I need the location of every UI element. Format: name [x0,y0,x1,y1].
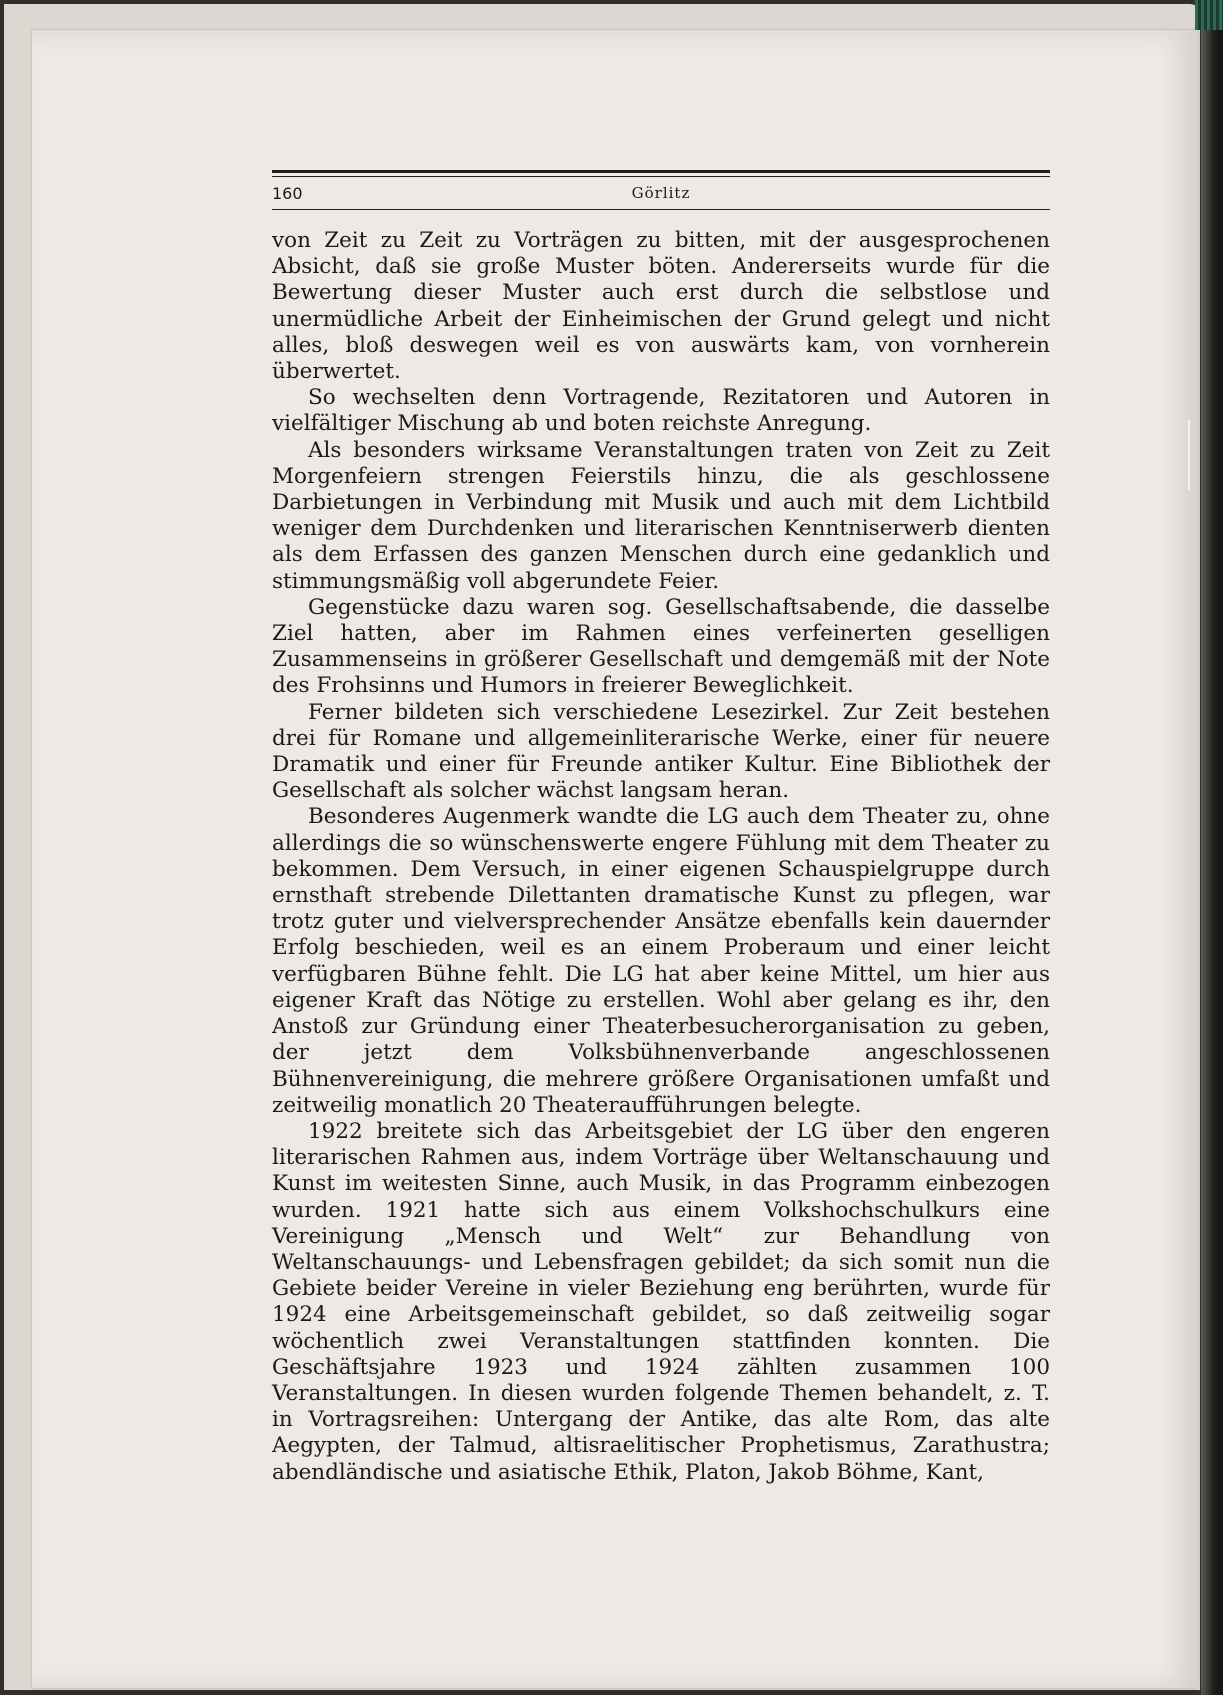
header-rule-thin [272,176,1050,177]
paragraph: Ferner bildeten sich verschiedene Lesezirkel. Zur Zeit bestehen drei für Romane und allgemeinliterarische Werke, einer für neuere Dramatik und einer für Freunde antiker Kultur. Eine Bibliothek der Gesellschaft als solcher wächst langsam heran. [272,699,1050,804]
paragraph: Als besonders wirksame Veranstaltungen traten von Zeit zu Zeit Morgenfeiern strengen Feierstils hinzu, die als geschlossene Darbietungen in Verbindung mit Musik und auch mit dem Lichtbild weniger dem Durchdenken und literarischen Kenntniserwerb dienten als dem Erfassen des ganzen Menschen durch eine gedanklich und stimmungsmäßig voll abgerundete Feier. [272,437,1050,594]
running-head [272,184,1050,206]
running-title: Görlitz [631,184,691,202]
header-rule-bottom [272,209,1050,210]
header-rule-thick [272,170,1050,173]
paragraph: Besonderes Augenmerk wandte die LG auch dem Theater zu, ohne allerdings die so wünschenswerte engere Fühlung mit dem Theater zu bekommen. Dem Versuch, in einer eigenen Schauspielgruppe durch ernsthaft strebende Dilettanten dramatische Kunst zu pflegen, war trotz guter und vielversprechender Ansätze ebenfalls kein dauernder Erfolg beschieden, weil es an einem Proberaum und einer leicht verfügbaren Bühne fehlt. Die LG hat aber keine Mittel, um hier aus eigener Kraft das Nötige zu erstellen. Wohl aber gelang es ihr, den Anstoß zur Gründung einer Theaterbesucherorganisation zu geben, der jetzt dem Volksbühnenverbande angeschlossenen Bühnenvereinigung, die mehrere größere Organisationen umfaßt und zeitweilig monatlich 20 Theateraufführungen belegte. [272,804,1050,1118]
page-number: 160 [272,184,303,203]
paragraph: Gegenstücke dazu waren sog. Gesellschaftsabende, die dasselbe Ziel hatten, aber im Rahmen eines verfeinerten geselligen Zusammenseins in größerer Gesellschaft und demgemäß mit der Note des Frohsinns und Humors in freierer Beweglichkeit. [272,594,1050,699]
paragraph: So wechselten denn Vortragende, Rezitatoren und Autoren in vielfältiger Mischung ab und boten reichste Anregung. [272,385,1050,437]
book-edge [1201,0,1223,1695]
page-crease [1188,420,1190,490]
book-cover-corner [1195,0,1223,30]
body-text [272,228,1050,1486]
paragraph: 1922 breitete sich das Arbeitsgebiet der LG über den engeren literarischen Rahmen aus, indem Vorträge über Weltanschauung und Kunst im weitesten Sinne, auch Musik, in das Programm einbezogen wurden. 1921 hatte sich aus einem Volkshochschulkurs eine Vereinigung „Mensch und Welt“ zur Behandlung von Weltanschauungs- und Lebensfragen gebildet; da sich somit nun die Gebiete beider Vereine in vieler Beziehung eng berührten, wurde für 1924 eine Arbeitsgemeinschaft gebildet, so daß zeitweilig sogar wöchentlich zwei Veranstaltungen stattfinden konnten. Die Geschäftsjahre 1923 und 1924 zählten zusammen 100 Veranstaltungen. In diesen wurden folgende Themen behandelt, z. T. in Vortragsreihen: Untergang der Antike, das alte Rom, das alte Aegypten, der Talmud, altisraelitischer Prophetismus, Zarathustra; abendländische und asiatische Ethik, Platon, Jakob Böhme, Kant, [272,1118,1050,1485]
paragraph: von Zeit zu Zeit zu Vorträgen zu bitten, mit der ausgesprochenen Absicht, daß sie große Muster böten. Andererseits wurde für die Bewertung dieser Muster auch erst durch die selbstlose und unermüdliche Arbeit der Einheimischen der Grund gelegt und nicht alles, bloß deswegen weil es von auswärts kam, von vornherein überwertet. [272,228,1050,385]
